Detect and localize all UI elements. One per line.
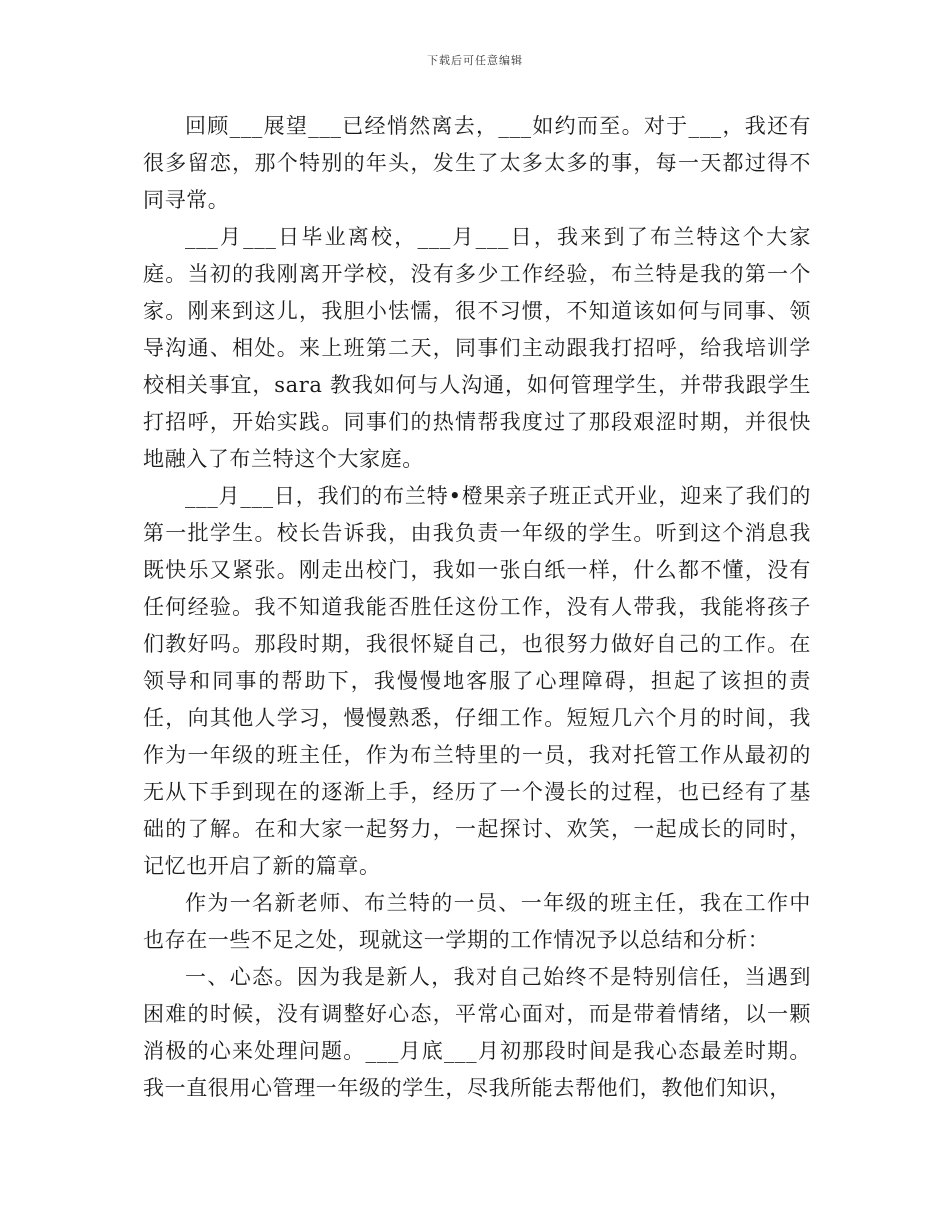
paragraph-5: 一、心态。因为我是新人，我对自己始终不是特别信任，当遇到困难的时候，没有调整好心态，平常心面对，而是带着情绪，以一颗消极的心来处理问题。___月底___月初那段时间是我心态最差时期。我一直很用心管理一年级的学生，尽我所能去帮他们，教他们知识， (143, 965, 811, 1100)
paragraph-2: ___月___日毕业离校，___月___日，我来到了布兰特这个大家庭。当初的我刚离开学校，没有多少工作经验，布兰特是我的第一个家。刚来到这儿，我胆小怯懦，很不习惯，不知道该如何与同事、领导沟通、相处。来上班第二天，同事们主动跟我打招呼，给我培训学校相关事宜，sara 教我如何与人沟通，如何管理学生，并带我跟学生打招呼，开始实践。同事们的热情帮我度过了那段艰涩时期，并很快地融入了布兰特这个大家庭。 (143, 225, 811, 471)
paragraph-1: 回顾___展望___已经悄然离去，___如约而至。对于___，我还有很多留恋，那个特别的年头，发生了太多太多的事，每一天都过得不同寻常。 (143, 114, 811, 212)
paragraph-4: 作为一名新老师、布兰特的一员、一年级的班主任，我在工作中也存在一些不足之处，现就这一学期的工作情况予以总结和分析： (143, 891, 811, 952)
paragraph-3: ___月___日，我们的布兰特•橙果亲子班正式开业，迎来了我们的第一批学生。校长告诉我，由我负责一年级的学生。听到这个消息我既快乐又紧张。刚走出校门，我如一张白纸一样，什么都不懂，没有任何经验。我不知道我能否胜任这份工作，没有人带我，我能将孩子们教好吗。那段时期，我很怀疑自己，也很努力做好自己的工作。在领导和同事的帮助下，我慢慢地客服了心理障碍，担起了该担的责任，向其他人学习，慢慢熟悉，仔细工作。短短几六个月的时间，我作为一年级的班主任，作为布兰特里的一员，我对托管工作从最初的无从下手到现在的逐渐上手，经历了一个漫长的过程，也已经有了基础的了解。在和大家一起努力，一起探讨、欢笑，一起成长的同时，记忆也开启了新的篇章。 (143, 484, 811, 878)
page-header: 下载后可任意编辑 (427, 54, 523, 67)
document-body (143, 108, 811, 1107)
